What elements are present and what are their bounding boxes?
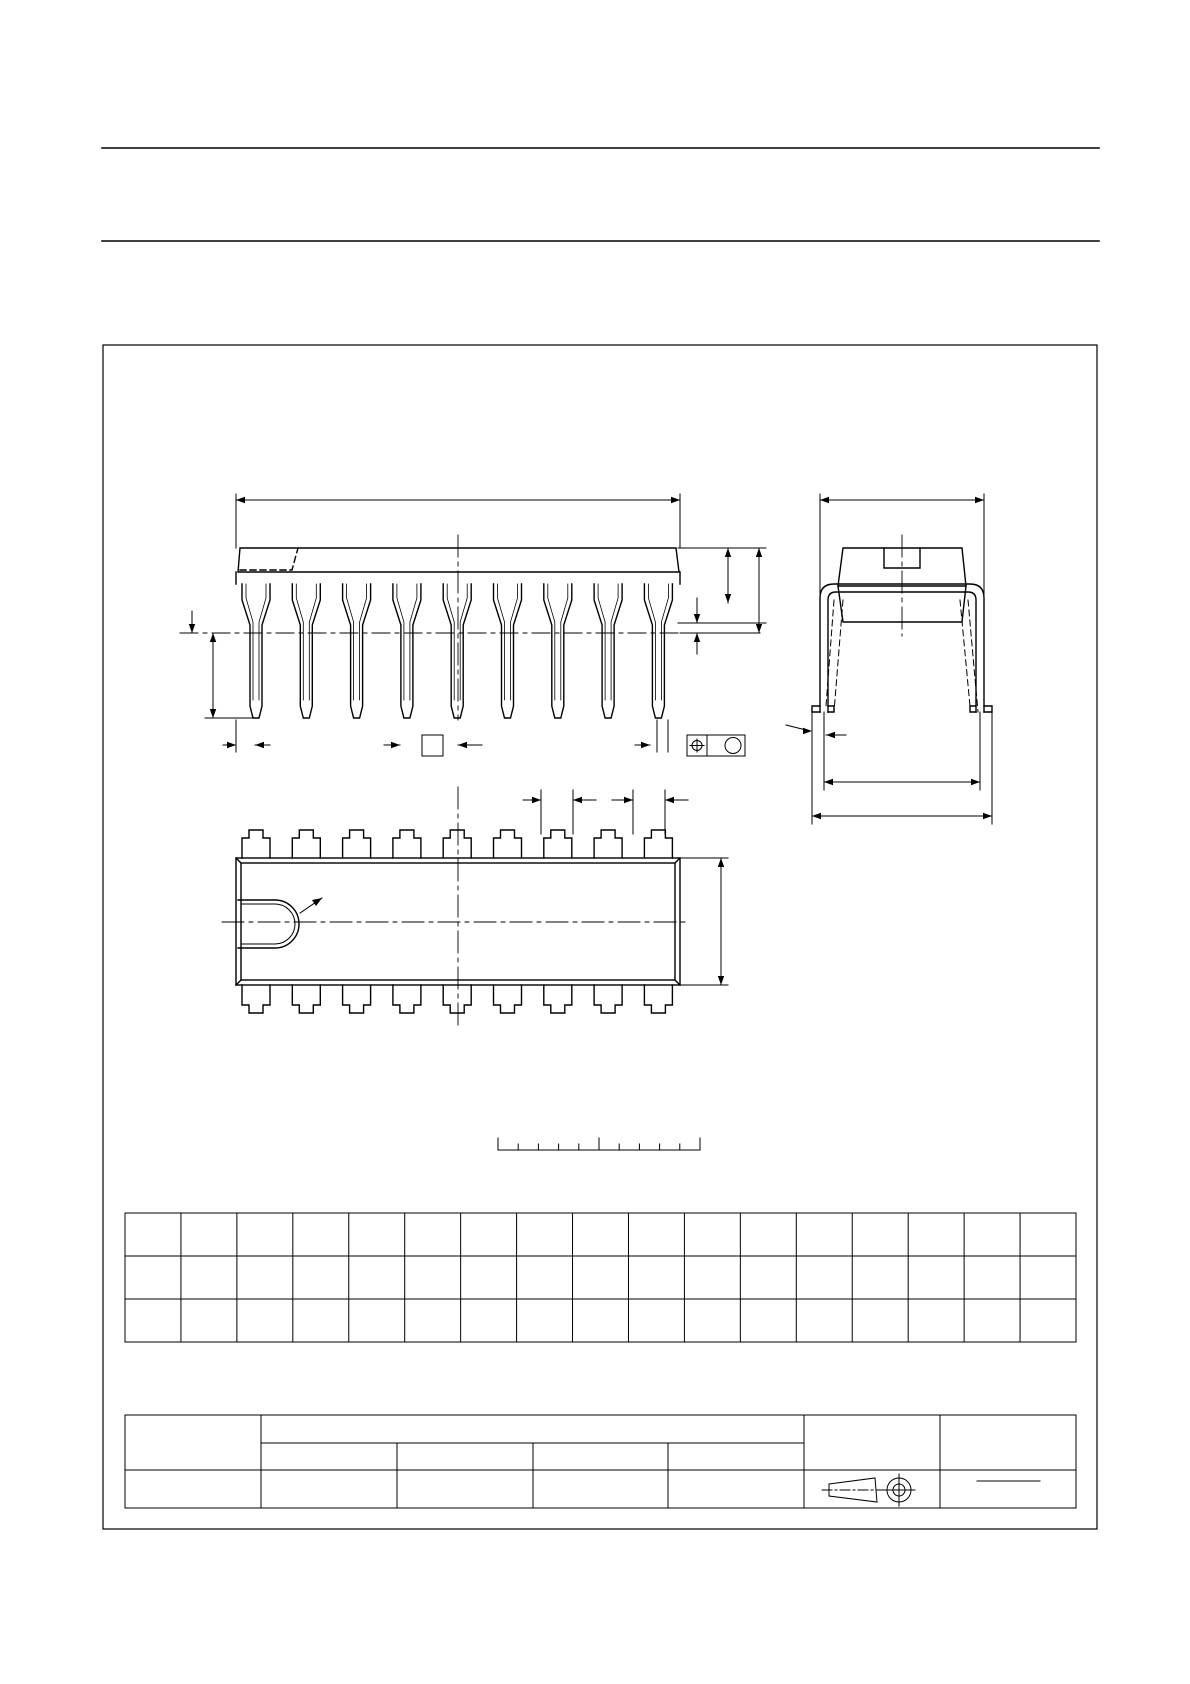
- side-lead-inner: [598, 584, 618, 700]
- arrowhead: [624, 797, 633, 803]
- end-view: [812, 535, 992, 712]
- arrowhead: [694, 614, 700, 623]
- arrowhead: [573, 797, 582, 803]
- arrowhead: [694, 633, 700, 642]
- outline-table-border: [125, 1415, 1076, 1508]
- top-lead-upper: [343, 830, 371, 858]
- arrowhead: [641, 742, 650, 748]
- arrowhead: [458, 742, 467, 748]
- side-lead: [343, 584, 371, 718]
- side-body-outline: [238, 548, 679, 572]
- side-lead-inner: [648, 584, 668, 700]
- top-lead-upper: [242, 830, 270, 858]
- top-body-chamfer-tl: [236, 858, 241, 863]
- arrowhead: [189, 624, 195, 633]
- top-lead-upper: [494, 830, 522, 858]
- side-view-dimensions: [192, 494, 766, 756]
- side-lead-inner: [397, 584, 417, 700]
- drawing-frame: [103, 345, 1097, 1529]
- top-lead-upper: [594, 830, 622, 858]
- side-lead-inner: [447, 584, 467, 700]
- top-lead-lower: [544, 985, 572, 1013]
- arrowhead: [255, 742, 264, 748]
- side-lead: [393, 584, 421, 718]
- arrowhead: [210, 709, 216, 718]
- arrowhead: [756, 548, 762, 557]
- arrowhead: [725, 548, 731, 557]
- dimensions-table: [125, 1213, 1076, 1342]
- top-lead-lower: [644, 985, 672, 1013]
- top-lead-upper: [544, 830, 572, 858]
- arrowhead: [971, 779, 980, 785]
- arrowhead: [756, 624, 762, 633]
- top-lead-upper: [292, 830, 320, 858]
- pin1-index-notch: [238, 900, 299, 948]
- arrowhead: [665, 797, 674, 803]
- arrowhead: [812, 813, 821, 819]
- arrowhead: [718, 858, 724, 867]
- end-lead-right-tip: [970, 706, 992, 712]
- top-view-dimensions: [300, 790, 728, 985]
- top-body-chamfer-tr: [675, 858, 680, 863]
- side-lead: [242, 584, 270, 718]
- arrowhead: [803, 728, 812, 734]
- dimension-table-border: [125, 1213, 1076, 1342]
- scale-bar: [498, 1138, 700, 1150]
- side-view: [180, 535, 760, 720]
- arrowhead: [236, 497, 245, 503]
- arrowhead: [391, 742, 400, 748]
- arrowhead: [824, 779, 833, 785]
- arrowhead: [983, 813, 992, 819]
- end-view-dimensions: [786, 494, 992, 824]
- arrowhead: [975, 497, 984, 503]
- arrowhead: [671, 497, 680, 503]
- side-lead: [443, 584, 471, 718]
- outline-version-table: [125, 1415, 1076, 1508]
- side-lead-inner: [246, 584, 266, 700]
- end-lead-left-tip: [812, 706, 834, 712]
- side-lead-inner: [296, 584, 316, 700]
- end-lead-outer: [820, 584, 984, 712]
- side-lead: [594, 584, 622, 718]
- top-body-chamfer-br: [675, 980, 680, 985]
- diameter-modifier-icon: [725, 738, 741, 754]
- top-body-chamfer-bl: [236, 980, 241, 985]
- top-lead-lower: [292, 985, 320, 1013]
- side-leads: [242, 584, 672, 718]
- side-lead-inner: [498, 584, 518, 700]
- top-lead-lower: [343, 985, 371, 1013]
- top-view: [222, 787, 690, 1030]
- top-lead-upper: [644, 830, 672, 858]
- top-lead-lower: [494, 985, 522, 1013]
- projection-method-icon: [822, 1474, 915, 1506]
- arrowhead: [725, 594, 731, 603]
- basic-dimension-box: [422, 735, 443, 756]
- pin1-index-notch-inner: [241, 904, 295, 944]
- top-lead-lower: [393, 985, 421, 1013]
- side-lead-inner: [347, 584, 367, 700]
- side-lead: [292, 584, 320, 718]
- side-lead: [544, 584, 572, 718]
- arrowhead: [210, 633, 216, 642]
- top-lead-lower: [242, 985, 270, 1013]
- side-lead: [494, 584, 522, 718]
- side-lead-inner: [548, 584, 568, 700]
- arrowhead: [820, 497, 829, 503]
- dimension-arrowheads: [189, 497, 992, 985]
- top-lead-upper: [393, 830, 421, 858]
- top-lead-upper: [443, 830, 471, 858]
- arrowhead: [227, 742, 236, 748]
- arrowhead: [826, 732, 835, 738]
- top-lead-lower: [594, 985, 622, 1013]
- side-lead: [644, 584, 672, 718]
- top-lead-lower: [443, 985, 471, 1013]
- arrowhead: [718, 976, 724, 985]
- arrowhead: [312, 898, 322, 906]
- pin1-hidden-notch: [240, 548, 298, 570]
- arrowhead: [532, 797, 541, 803]
